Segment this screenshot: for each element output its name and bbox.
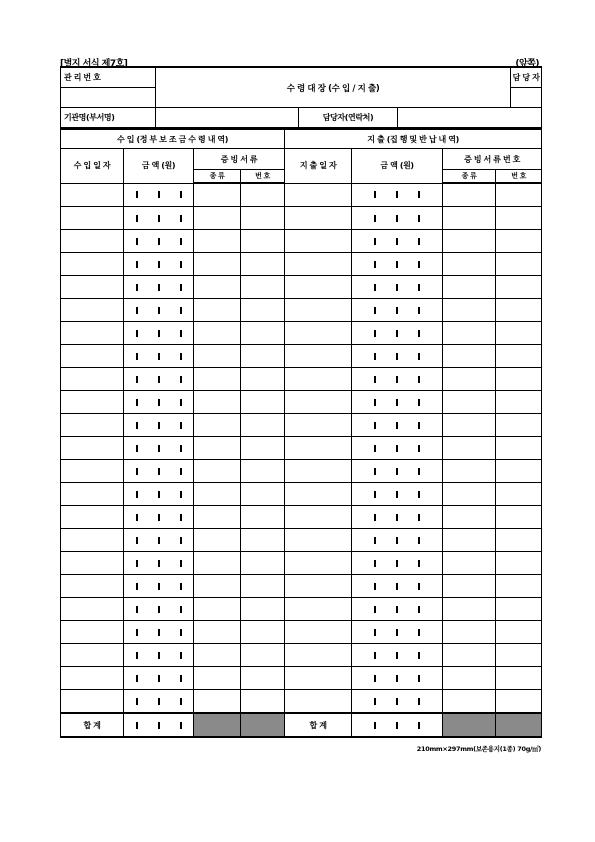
expense-total-label: 합 계 — [285, 713, 352, 737]
expense-amount-cell[interactable] — [352, 230, 443, 253]
income-date-cell[interactable] — [61, 391, 124, 414]
expense-evidence-type-cell[interactable] — [443, 437, 496, 460]
income-evidence-type-cell[interactable] — [194, 644, 241, 667]
expense-evidence-number-cell[interactable] — [496, 690, 542, 714]
income-date-cell[interactable] — [61, 183, 124, 207]
expense-evidence-type-cell[interactable] — [443, 621, 496, 644]
header-table — [60, 66, 542, 128]
ledger-row — [61, 391, 542, 414]
expense-date-cell[interactable] — [285, 552, 352, 575]
expense-date-cell[interactable] — [285, 460, 352, 483]
expense-evidence-number-cell[interactable] — [496, 437, 542, 460]
income-evidence-number-cell[interactable] — [241, 414, 285, 437]
expense-evidence-type-header: 종 류 — [443, 170, 496, 184]
income-amount-cell[interactable] — [124, 276, 194, 299]
expense-evidence-type-cell[interactable] — [443, 667, 496, 690]
income-evidence-type-cell[interactable] — [194, 299, 241, 322]
expense-evidence-number-cell[interactable] — [496, 253, 542, 276]
paper-spec-footnote: 210mm×297mm(보존용지(1종) 70g/㎡) — [416, 745, 541, 753]
income-evidence-number-cell[interactable] — [241, 207, 285, 230]
income-date-cell[interactable] — [61, 276, 124, 299]
expense-amount-cell[interactable] — [352, 529, 443, 552]
expense-evidence-type-cell[interactable] — [443, 575, 496, 598]
expense-evidence-type-cell[interactable] — [443, 483, 496, 506]
contact-value[interactable] — [398, 108, 542, 128]
expense-amount-cell[interactable] — [352, 437, 443, 460]
income-amount-cell[interactable] — [124, 437, 194, 460]
ledger-row — [61, 552, 542, 575]
expense-amount-cell[interactable] — [352, 506, 443, 529]
expense-date-cell[interactable] — [285, 529, 352, 552]
income-evidence-number-cell[interactable] — [241, 667, 285, 690]
income-date-cell[interactable] — [61, 322, 124, 345]
income-evidence-type-cell[interactable] — [194, 207, 241, 230]
expense-date-cell[interactable] — [285, 299, 352, 322]
income-evidence-type-cell[interactable] — [194, 276, 241, 299]
income-evidence-type-header: 종 류 — [194, 170, 241, 184]
expense-evidence-number-cell[interactable] — [496, 667, 542, 690]
expense-evidence-number-cell[interactable] — [496, 598, 542, 621]
income-amount-header: 금 액 (원) — [124, 149, 194, 184]
income-evidence-type-cell[interactable] — [194, 414, 241, 437]
income-date-cell[interactable] — [61, 506, 124, 529]
expense-total-shaded-cell — [443, 713, 496, 737]
expense-evidence-number-cell[interactable] — [496, 276, 542, 299]
income-date-cell[interactable] — [61, 552, 124, 575]
income-date-cell[interactable] — [61, 575, 124, 598]
expense-group-title: 지 출 (집 행 및 반 납 내 역) — [285, 129, 542, 149]
expense-evidence-number-cell[interactable] — [496, 575, 542, 598]
contact-label: 담당자(연락처) — [299, 108, 398, 128]
income-amount-cell[interactable] — [124, 506, 194, 529]
total-row — [61, 713, 542, 737]
income-evidence-number-cell[interactable] — [241, 552, 285, 575]
income-total-label: 합 계 — [61, 713, 124, 737]
ledger-row — [61, 299, 542, 322]
expense-evidence-number-cell[interactable] — [496, 529, 542, 552]
income-evidence-number-cell[interactable] — [241, 460, 285, 483]
income-amount-cell[interactable] — [124, 529, 194, 552]
income-evidence-number-cell[interactable] — [241, 299, 285, 322]
income-amount-cell[interactable] — [124, 299, 194, 322]
income-evidence-number-cell[interactable] — [241, 368, 285, 391]
income-evidence-number-cell[interactable] — [241, 506, 285, 529]
income-evidence-number-cell[interactable] — [241, 322, 285, 345]
income-evidence-number-cell[interactable] — [241, 183, 285, 207]
expense-evidence-number-cell[interactable] — [496, 621, 542, 644]
ledger-row — [61, 183, 542, 207]
income-date-cell[interactable] — [61, 483, 124, 506]
income-amount-cell[interactable] — [124, 644, 194, 667]
expense-date-cell[interactable] — [285, 644, 352, 667]
income-amount-cell[interactable] — [124, 345, 194, 368]
income-date-header: 수 입 일 자 — [61, 149, 124, 184]
income-amount-cell[interactable] — [124, 483, 194, 506]
expense-evidence-type-cell[interactable] — [443, 322, 496, 345]
income-date-cell[interactable] — [61, 460, 124, 483]
expense-date-cell[interactable] — [285, 667, 352, 690]
expense-amount-cell[interactable] — [352, 575, 443, 598]
income-amount-cell[interactable] — [124, 460, 194, 483]
expense-amount-cell[interactable] — [352, 644, 443, 667]
income-evidence-number-cell[interactable] — [241, 690, 285, 714]
expense-amount-cell[interactable] — [352, 460, 443, 483]
income-total-amount[interactable] — [124, 713, 194, 737]
form-number-label: [별지 서식 제7호] — [60, 59, 128, 69]
income-total-shaded-cell — [194, 713, 241, 737]
expense-evidence-type-cell[interactable] — [443, 230, 496, 253]
income-date-cell[interactable] — [61, 345, 124, 368]
income-evidence-type-cell[interactable] — [194, 345, 241, 368]
ledger-table — [60, 128, 542, 738]
expense-amount-cell[interactable] — [352, 345, 443, 368]
income-amount-cell[interactable] — [124, 598, 194, 621]
org-name-value[interactable] — [156, 108, 299, 128]
expense-date-cell[interactable] — [285, 483, 352, 506]
expense-date-cell[interactable] — [285, 276, 352, 299]
expense-amount-cell[interactable] — [352, 621, 443, 644]
income-evidence-type-cell[interactable] — [194, 690, 241, 714]
ledger-row — [61, 460, 542, 483]
expense-evidence-type-cell[interactable] — [443, 276, 496, 299]
expense-evidence-type-cell[interactable] — [443, 183, 496, 207]
expense-amount-cell[interactable] — [352, 253, 443, 276]
expense-amount-cell[interactable] — [352, 414, 443, 437]
expense-evidence-type-cell[interactable] — [443, 529, 496, 552]
income-evidence-type-cell[interactable] — [194, 437, 241, 460]
expense-date-cell[interactable] — [285, 437, 352, 460]
income-evidence-number-header: 번 호 — [241, 170, 285, 184]
ledger-row — [61, 230, 542, 253]
expense-date-cell[interactable] — [285, 345, 352, 368]
expense-amount-cell[interactable] — [352, 598, 443, 621]
ledger-row — [61, 483, 542, 506]
expense-date-cell[interactable] — [285, 183, 352, 207]
expense-amount-cell[interactable] — [352, 391, 443, 414]
expense-evidence-number-cell[interactable] — [496, 183, 542, 207]
income-amount-cell[interactable] — [124, 207, 194, 230]
income-evidence-type-cell[interactable] — [194, 529, 241, 552]
ledger-row — [61, 207, 542, 230]
income-evidence-type-cell[interactable] — [194, 506, 241, 529]
manager-value[interactable] — [511, 88, 542, 108]
expense-date-cell[interactable] — [285, 391, 352, 414]
income-evidence-number-cell[interactable] — [241, 598, 285, 621]
expense-evidence-number-cell[interactable] — [496, 644, 542, 667]
expense-evidence-type-cell[interactable] — [443, 552, 496, 575]
expense-evidence-number-header: 번 호 — [496, 170, 542, 184]
income-amount-cell[interactable] — [124, 575, 194, 598]
expense-date-cell[interactable] — [285, 575, 352, 598]
expense-date-cell[interactable] — [285, 368, 352, 391]
income-date-cell[interactable] — [61, 529, 124, 552]
income-evidence-number-cell[interactable] — [241, 437, 285, 460]
income-amount-cell[interactable] — [124, 253, 194, 276]
income-evidence-type-cell[interactable] — [194, 230, 241, 253]
income-amount-cell[interactable] — [124, 368, 194, 391]
income-evidence-number-cell[interactable] — [241, 391, 285, 414]
expense-amount-cell[interactable] — [352, 483, 443, 506]
income-evidence-type-cell[interactable] — [194, 391, 241, 414]
expense-amount-cell[interactable] — [352, 183, 443, 207]
ledger-row — [61, 506, 542, 529]
expense-evidence-type-cell[interactable] — [443, 506, 496, 529]
expense-evidence-number-cell[interactable] — [496, 230, 542, 253]
expense-evidence-type-cell[interactable] — [443, 690, 496, 714]
ledger-row — [61, 322, 542, 345]
expense-evidence-type-cell[interactable] — [443, 391, 496, 414]
ledger-row — [61, 598, 542, 621]
income-amount-cell[interactable] — [124, 621, 194, 644]
income-evidence-type-cell[interactable] — [194, 322, 241, 345]
ledger-row — [61, 414, 542, 437]
income-evidence-type-cell[interactable] — [194, 598, 241, 621]
expense-total-amount[interactable] — [352, 713, 443, 737]
expense-date-cell[interactable] — [285, 621, 352, 644]
ledger-row — [61, 437, 542, 460]
org-name-label: 기관명(부서명) — [61, 108, 156, 128]
income-evidence-number-cell[interactable] — [241, 483, 285, 506]
ledger-row — [61, 575, 542, 598]
income-evidence-header: 증 빙 서 류 — [194, 149, 285, 170]
expense-evidence-number-cell[interactable] — [496, 552, 542, 575]
income-evidence-type-cell[interactable] — [194, 575, 241, 598]
expense-date-cell[interactable] — [285, 230, 352, 253]
expense-amount-cell[interactable] — [352, 368, 443, 391]
expense-evidence-number-cell[interactable] — [496, 460, 542, 483]
expense-evidence-number-cell[interactable] — [496, 299, 542, 322]
income-evidence-type-cell[interactable] — [194, 667, 241, 690]
expense-amount-header: 금 액 (원) — [352, 149, 443, 184]
income-evidence-type-cell[interactable] — [194, 368, 241, 391]
expense-date-cell[interactable] — [285, 322, 352, 345]
expense-amount-cell[interactable] — [352, 667, 443, 690]
income-group-title: 수 입 (정 부 보 조 금 수 령 내 역) — [61, 129, 285, 149]
income-date-cell[interactable] — [61, 230, 124, 253]
expense-evidence-type-cell[interactable] — [443, 253, 496, 276]
income-total-shaded-cell — [241, 713, 285, 737]
income-date-cell[interactable] — [61, 667, 124, 690]
income-evidence-number-cell[interactable] — [241, 621, 285, 644]
expense-evidence-number-cell[interactable] — [496, 345, 542, 368]
expense-evidence-number-cell[interactable] — [496, 368, 542, 391]
income-evidence-type-cell[interactable] — [194, 460, 241, 483]
ledger-row — [61, 621, 542, 644]
income-date-cell[interactable] — [61, 644, 124, 667]
expense-evidence-type-cell[interactable] — [443, 598, 496, 621]
expense-amount-cell[interactable] — [352, 276, 443, 299]
expense-date-cell[interactable] — [285, 414, 352, 437]
expense-evidence-type-cell[interactable] — [443, 299, 496, 322]
form-title: 수 령 대 장 (수 입 / 지 출) — [156, 67, 511, 108]
income-evidence-number-cell[interactable] — [241, 644, 285, 667]
expense-evidence-type-cell[interactable] — [443, 207, 496, 230]
expense-evidence-type-cell[interactable] — [443, 345, 496, 368]
expense-evidence-header: 증 빙 서 류 번 호 — [443, 149, 542, 170]
income-amount-cell[interactable] — [124, 391, 194, 414]
ledger-row — [61, 368, 542, 391]
expense-evidence-number-cell[interactable] — [496, 322, 542, 345]
income-amount-cell[interactable] — [124, 414, 194, 437]
ledger-row — [61, 667, 542, 690]
income-evidence-number-cell[interactable] — [241, 345, 285, 368]
ledger-row — [61, 644, 542, 667]
expense-date-cell[interactable] — [285, 506, 352, 529]
management-number-label: 관 리 번 호 — [61, 67, 156, 88]
management-number-value[interactable] — [61, 88, 156, 108]
income-date-cell[interactable] — [61, 253, 124, 276]
ledger-row — [61, 345, 542, 368]
income-date-cell[interactable] — [61, 690, 124, 714]
expense-evidence-type-cell[interactable] — [443, 414, 496, 437]
income-amount-cell[interactable] — [124, 230, 194, 253]
expense-date-cell[interactable] — [285, 690, 352, 714]
income-evidence-number-cell[interactable] — [241, 575, 285, 598]
income-amount-cell[interactable] — [124, 183, 194, 207]
expense-evidence-number-cell[interactable] — [496, 391, 542, 414]
income-amount-cell[interactable] — [124, 322, 194, 345]
income-date-cell[interactable] — [61, 437, 124, 460]
expense-amount-cell[interactable] — [352, 207, 443, 230]
income-evidence-type-cell[interactable] — [194, 253, 241, 276]
expense-evidence-type-cell[interactable] — [443, 368, 496, 391]
expense-amount-cell[interactable] — [352, 690, 443, 714]
income-evidence-type-cell[interactable] — [194, 483, 241, 506]
ledger-row — [61, 529, 542, 552]
income-date-cell[interactable] — [61, 368, 124, 391]
expense-evidence-type-cell[interactable] — [443, 644, 496, 667]
income-evidence-number-cell[interactable] — [241, 276, 285, 299]
income-amount-cell[interactable] — [124, 552, 194, 575]
income-date-cell[interactable] — [61, 207, 124, 230]
manager-label: 담 당 자 — [511, 67, 542, 88]
income-date-cell[interactable] — [61, 598, 124, 621]
expense-date-cell[interactable] — [285, 253, 352, 276]
income-evidence-type-cell[interactable] — [194, 621, 241, 644]
expense-amount-cell[interactable] — [352, 299, 443, 322]
expense-evidence-number-cell[interactable] — [496, 414, 542, 437]
income-date-cell[interactable] — [61, 621, 124, 644]
expense-evidence-number-cell[interactable] — [496, 207, 542, 230]
ledger-row — [61, 253, 542, 276]
expense-amount-cell[interactable] — [352, 552, 443, 575]
expense-date-header: 지 출 일 자 — [285, 149, 352, 184]
ledger-row — [61, 690, 542, 714]
expense-amount-cell[interactable] — [352, 322, 443, 345]
expense-date-cell[interactable] — [285, 598, 352, 621]
income-amount-cell[interactable] — [124, 690, 194, 714]
income-evidence-number-cell[interactable] — [241, 529, 285, 552]
expense-total-shaded-cell — [496, 713, 542, 737]
expense-date-cell[interactable] — [285, 207, 352, 230]
expense-evidence-number-cell[interactable] — [496, 483, 542, 506]
income-evidence-number-cell[interactable] — [241, 253, 285, 276]
income-date-cell[interactable] — [61, 414, 124, 437]
income-amount-cell[interactable] — [124, 667, 194, 690]
income-date-cell[interactable] — [61, 299, 124, 322]
ledger-row — [61, 276, 542, 299]
page-side-label: (앞쪽) — [515, 59, 539, 69]
income-evidence-type-cell[interactable] — [194, 552, 241, 575]
income-evidence-type-cell[interactable] — [194, 183, 241, 207]
income-evidence-number-cell[interactable] — [241, 230, 285, 253]
expense-evidence-type-cell[interactable] — [443, 460, 496, 483]
expense-evidence-number-cell[interactable] — [496, 506, 542, 529]
ledger-body — [61, 183, 542, 713]
